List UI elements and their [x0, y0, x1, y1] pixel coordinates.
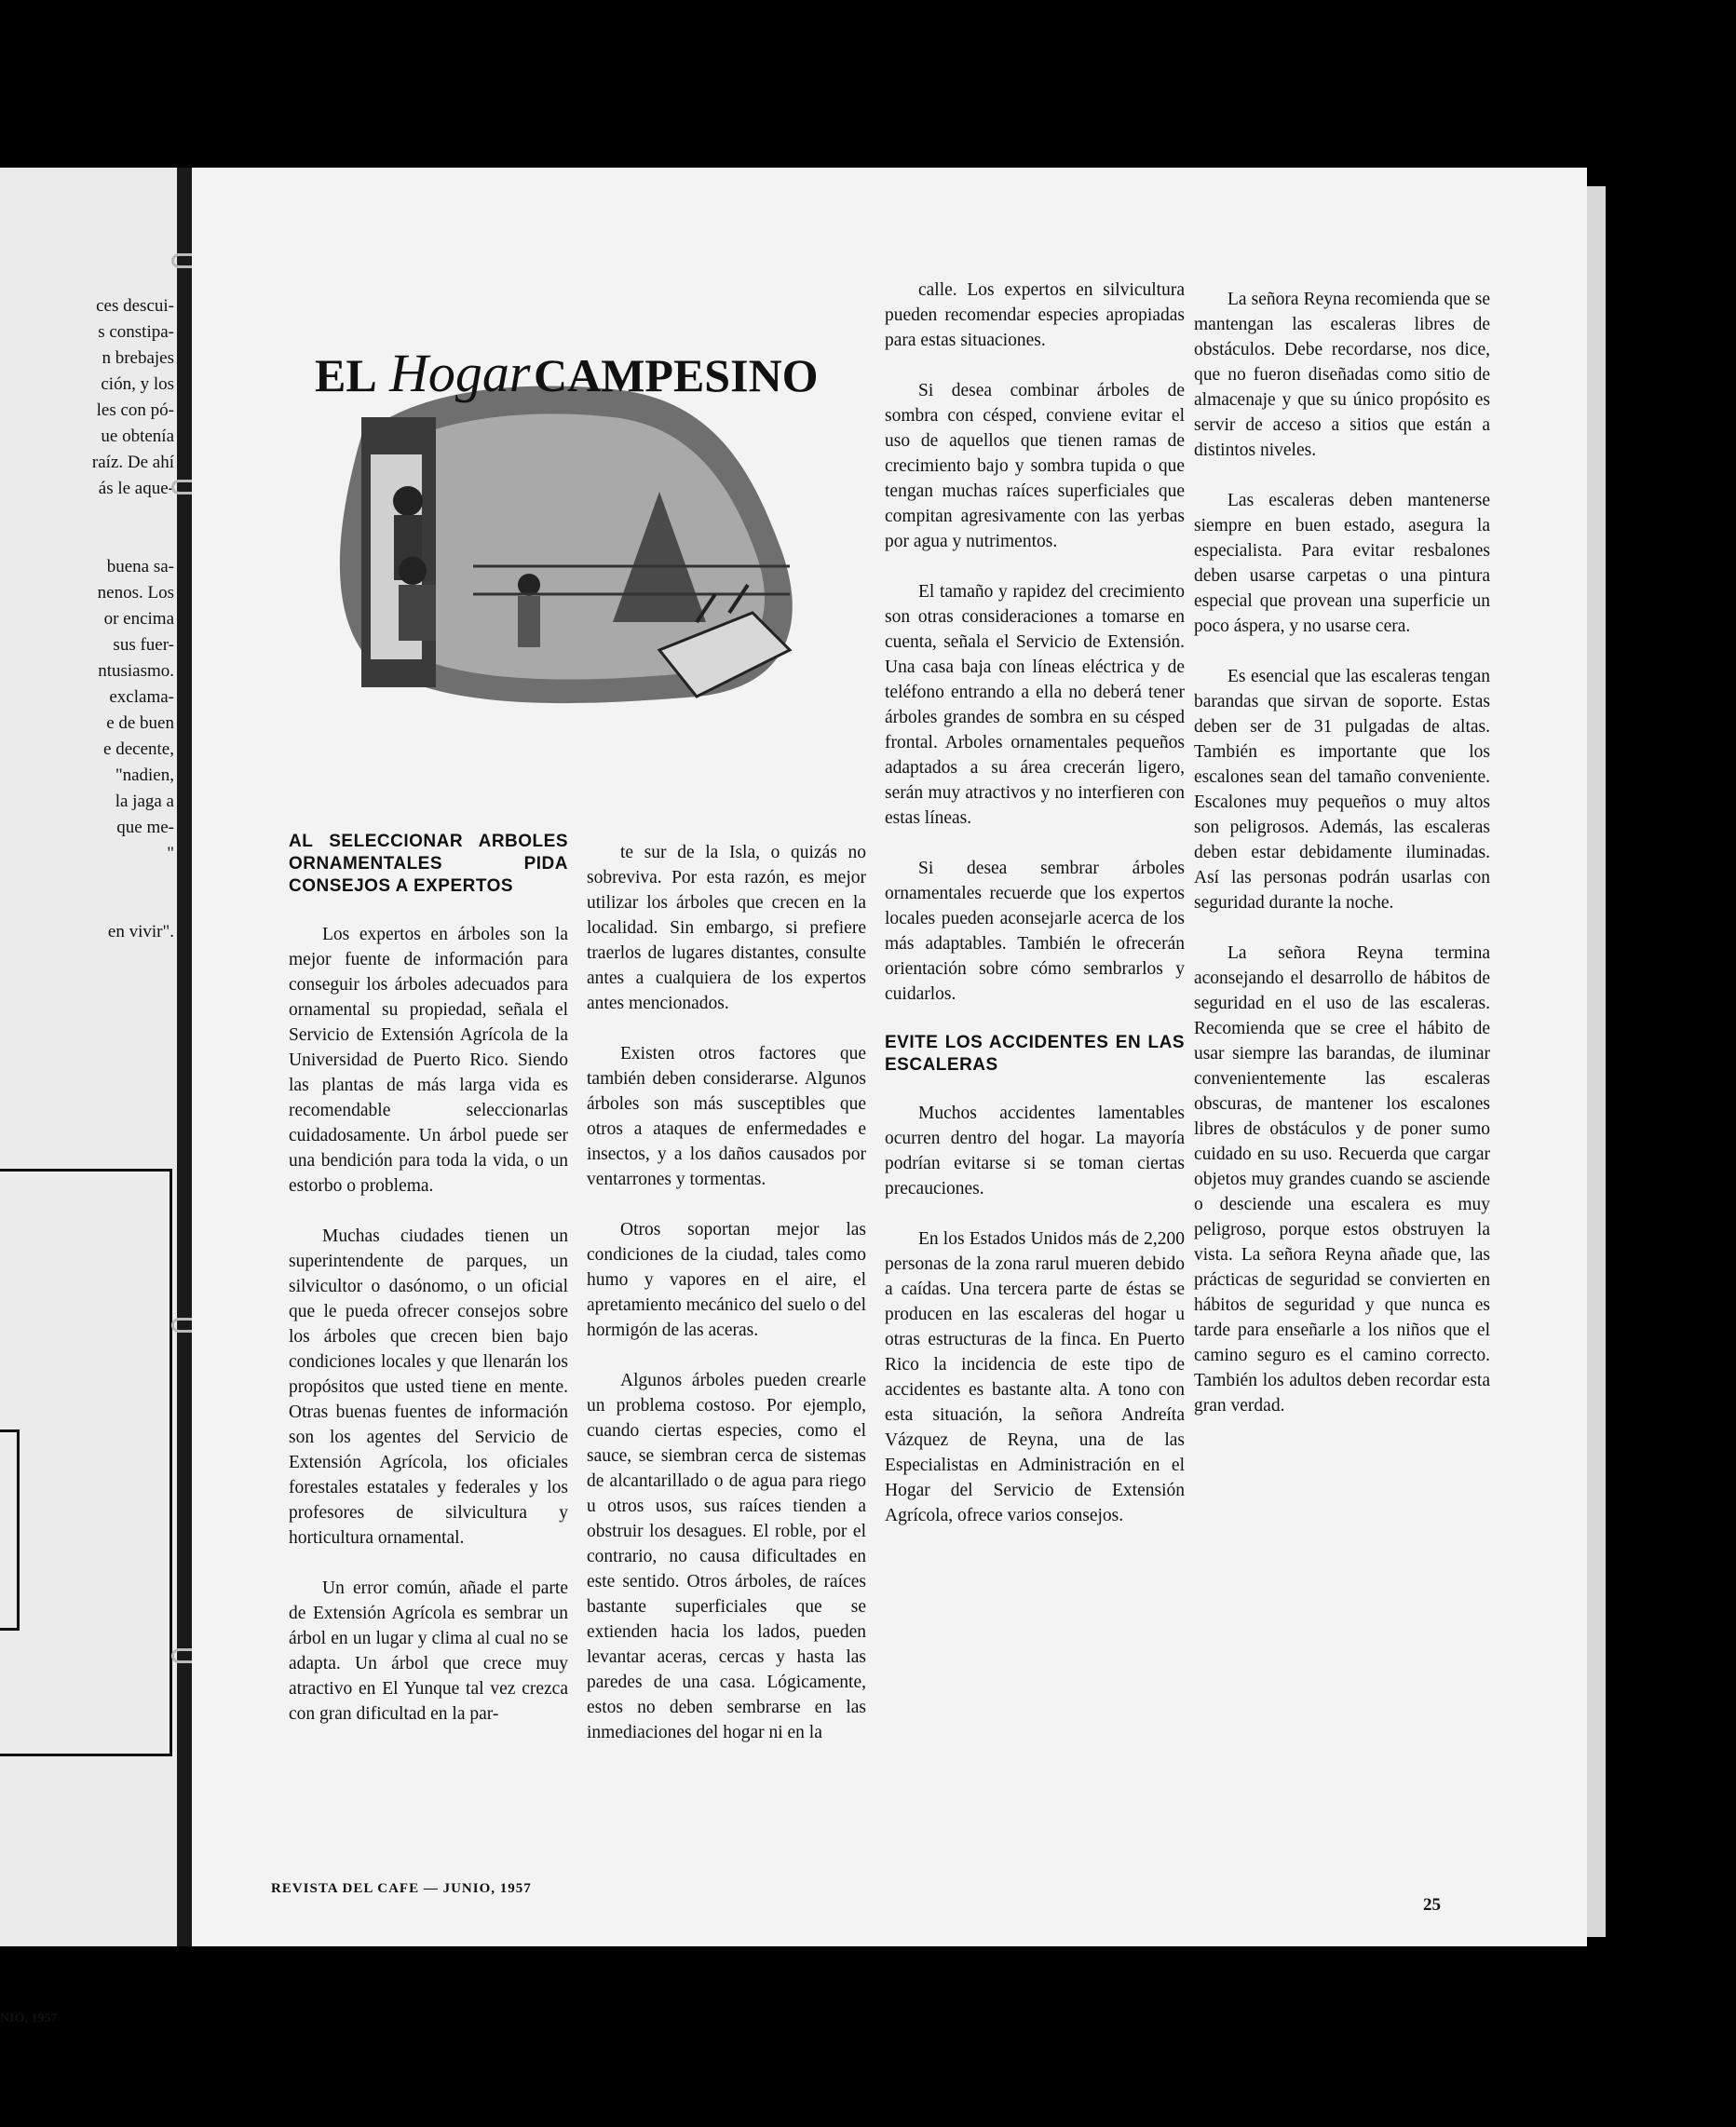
left-page-line: ás le aque- [98, 479, 174, 498]
paragraph: En los Estados Unidos más de 2,200 personas de la zona rarul mueren debido a caídas. Una tercera parte de éstas se producen en las escaleras del hogar u otras estructuras de la finca. En Puerto Rico la incidencia de este tipo de accidentes es bastante alta. A tono con esta situación, la señora Andreíta Vázquez de Reyna, una de las Especialistas en Administración en el Hogar del Servicio de Extensión Agrícola, ofrece varios consejos. [885, 1229, 1185, 1525]
paragraph: Algunos árboles pueden crearle un problema costoso. Por ejemplo, cuando ciertas especies, como el sauce, se siembran cerca de sistemas de alcantarillado o de agua para riego u otros usos, sus raíces tienden a obstruir los desagues. El roble, por el contrario, no causa dificultades en este sentido. Otros árboles, de raíces bastante superficiales que se extienden hacia los lados, pueden levantar aceras, cercas y hasta las paredes de una casa. Lógicamente, estos no deben sembrarse en las inmediaciones del hogar ni en la [587, 1371, 866, 1742]
paragraph: Muchas ciudades tienen un superintendente de parques, un silvicultor o dasónomo, o un oficial que le pueda ofrecer consejos sobre los árboles que crecen bien bajo condiciones locales y que llenarán los propósitos que usted tiene en mente. Otras buenas fuentes de información son los agentes del Servicio de Extensión Agrícola, los oficiales forestales estatales y federales y los profesores de silvicultura y horticultura ornamental. [289, 1226, 568, 1548]
paragraph: Es esencial que las escaleras tengan barandas que sirvan de soporte. Estas deben ser de 31 pulgadas de altas. También es importante que los escalones sean del tamaño conveniente. Escalones muy pequeños o muy altos son peligrosos. Además, las escaleras deben estar debidamente iluminadas. Así las personas podrán usarlas con seguridad durante la noche. [1194, 667, 1490, 913]
left-page-line: sus fuer- [113, 635, 174, 655]
column-3 [885, 278, 1185, 1553]
column-1-text [289, 922, 568, 1727]
left-page-line: que me- [116, 818, 174, 837]
binding-spine [177, 168, 192, 1946]
paragraph: La señora Reyna recomienda que se mantengan las escaleras libres de obstáculos. Debe recordarse, nos dice, que no fueron diseñadas como sitio de almacenaje y que su único propósito es servir de acceso a sitios que están a distintos niveles. [1194, 290, 1490, 460]
left-page-line: les con pó- [96, 400, 174, 420]
left-page-line: la jaga a [115, 792, 174, 811]
left-page-line: en vivir". [107, 922, 174, 942]
left-page-line: ue obtenía [101, 427, 174, 446]
paragraph: Si desea combinar árboles de sombra con césped, conviene evitar el uso de aquellos que tienen ramas de crecimiento bajo y sombra tupida o que tengan muchas raíces superficiales que compitan agresivamente con las yerbas por agua y nutrimentos. [885, 381, 1185, 551]
paragraph: Muchos accidentes lamentables ocurren dentro del hogar. La mayoría podrían evitarse si se toman ciertas precauciones. [885, 1104, 1185, 1199]
paragraph: Si desea sembrar árboles ornamentales recuerde que los expertos locales pueden aconsejarle acerca de los más adaptables. También le ofrecerán orientación sobre cómo sembrarlos y cuidarlos. [885, 859, 1185, 1004]
column-3-text [885, 278, 1185, 1007]
title-el: EL [315, 349, 377, 401]
left-page-footer: NIO, 1957 [0, 2012, 58, 2025]
left-page-line: e de buen [106, 713, 174, 733]
title-campesino: CAMPESINO [534, 349, 819, 401]
left-page-line: exclama- [109, 687, 174, 707]
left-page-line: n brebajes [102, 348, 174, 368]
left-page-line: ntusiasmo. [98, 661, 174, 681]
column-3-stairs-text [885, 1101, 1185, 1528]
column-2-text [587, 840, 866, 1745]
title-hogar: Hogar [389, 343, 531, 403]
left-page-line: buena sa- [106, 557, 174, 576]
column-2 [587, 840, 866, 1770]
article-heading-trees: AL SELECCIONAR ARBOLES ORNAMENTALES PIDA CONSEJOS A EXPERTOS [289, 832, 568, 896]
left-page-line: raíz. De ahí [91, 453, 174, 472]
page-edge [1587, 186, 1606, 1937]
left-page-line: ción, y los [101, 374, 174, 394]
paragraph: calle. Los expertos en silvicultura pueden recomendar especies apropiadas para estas situaciones. [885, 280, 1185, 350]
left-page [0, 168, 182, 2025]
column-4-text [1194, 287, 1490, 1418]
paragraph: La señora Reyna termina aconsejando el desarrollo de hábitos de seguridad en el uso de las escaleras. Recomienda que se cree el hábito de usar siempre las barandas, de iluminar convenientemente las escaleras obscuras, de mantener los escalones libres de obstáculos y de poner sumo cuidado en su uso. Recuerda que cargar objetos muy grandes cuando se asciende o desciende una escalera es muy peligroso, porque estos obstruyen la vista. La señora Reyna añade que, las prácticas de seguridad se convierten en hábitos de seguridad y que nunca es tarde para enseñarle a los niños que el camino seguro es el camino correcto. También los adultos deben recordar esta gran verdad. [1194, 943, 1490, 1416]
paragraph: El tamaño y rapidez del crecimiento son otras consideraciones a tomarse en cuenta, señala el Servicio de Extensión. Una casa baja con líneas eléctrica y de teléfono entrando a ella no deberá tener árboles grandes de sombra en su césped frontal. Arboles ornamentales pequeños adaptados a su área crecerán ligero, serán muy atractivos y no interfieren con estas líneas. [885, 582, 1185, 828]
article-heading-stairs: EVITE LOS ACCIDENTES EN LAS ESCALERAS [885, 1033, 1185, 1075]
left-page-line: nenos. Los [97, 583, 174, 603]
paragraph: Los expertos en árboles son la mejor fuente de información para conseguir los árboles adecuados para ornamental su propiedad, señala el Servicio de Extensión Agrícola de la Universidad de Puerto Rico. Siendo las plantas de más larga vida es recomendable seleccionarlas cuidadosamente. Un árbol puede ser una bendición para toda la vida, o un estorbo o problema. [289, 925, 568, 1196]
paragraph: Las escaleras deben mantenerse siempre en buen estado, asegura la especialista. Para evitar resbalones deben usarse carpetas o una pintura especial que provean una superficie un poco áspera, y no usarse cera. [1194, 491, 1490, 636]
left-page-line: s constipa- [98, 322, 174, 342]
left-page-line: e decente, [103, 739, 174, 759]
paragraph: te sur de la Isla, o quizás no sobreviva. Por esta razón, es mejor utilizar los árboles que crecen en la localidad. Sin embargo, si prefiere traerlos de lugares distantes, consulte antes a cualquiera de los expertos antes mencionados. [587, 843, 866, 1013]
paragraph: Un error común, añade el parte de Extensión Agrícola es sembrar un árbol en un lugar y clima al cual no se adapta. Un árbol que crece muy atractivo en El Yunque tal vez crezca con gran dificultad en la par- [289, 1578, 568, 1724]
header-illustration [305, 315, 819, 725]
left-page-line: "nadien, [115, 765, 174, 785]
paragraph: Existen otros factores que también deben considerarse. Algunos árboles son más susceptibles que otros a ataques de enfermedades e insectos, y a los daños causados por ventarrones y tormentas. [587, 1044, 866, 1189]
left-page-line: " [167, 844, 174, 863]
right-page [192, 168, 1587, 1946]
column-4 [1194, 287, 1490, 1443]
magazine-footer: REVISTA DEL CAFE — JUNIO, 1957 [271, 1881, 532, 1896]
left-page-inner-box [0, 1429, 20, 1631]
left-page-box [0, 1169, 172, 1756]
page-number: 25 [1423, 1895, 1441, 1915]
column-1 [289, 831, 568, 1752]
paragraph: Otros soportan mejor las condiciones de la ciudad, tales como humo y vapores en el aire, el apretamiento mecánico del suelo o del hormigón de las aceras. [587, 1220, 866, 1340]
left-page-line: ces descui- [96, 296, 174, 316]
left-page-line: or encima [103, 609, 174, 629]
